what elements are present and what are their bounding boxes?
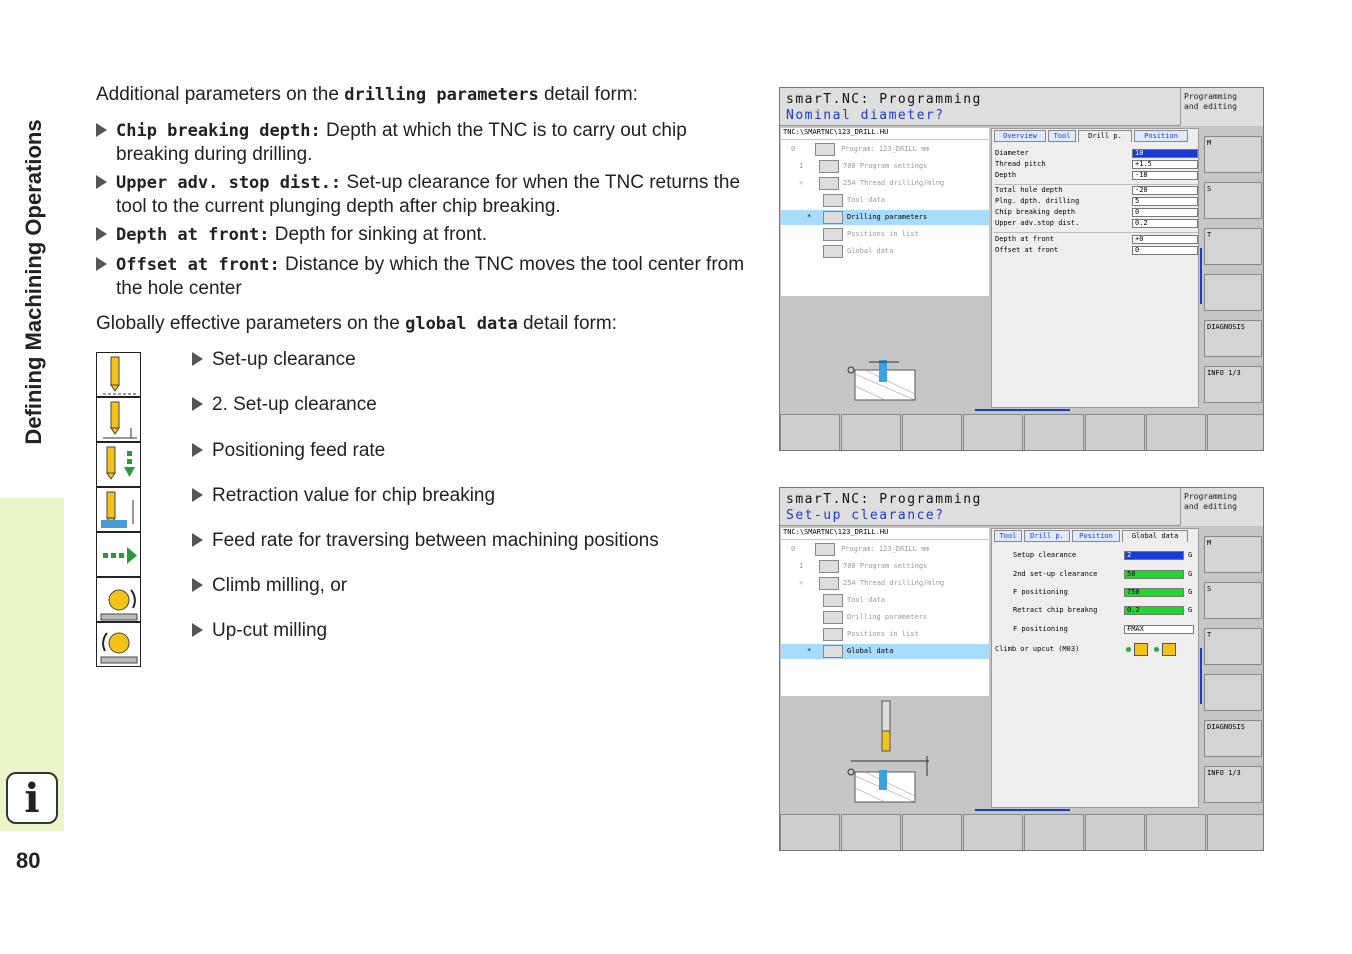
tool-icon [823,194,843,207]
bullet-arrow-icon [96,175,107,189]
screenshot-global-form [779,487,1264,851]
softkey-s[interactable]: S [1204,182,1262,219]
tab-overview[interactable]: Overview [994,130,1046,142]
bullet-upper-adv: Upper adv. stop dist.: Set-up clearance for when the TNC returns the tool to the current plunging depth after chip breaking. [96,171,746,218]
upcut-milling-icon [96,622,141,667]
horizontal-softkeys [780,414,1264,451]
tab-position[interactable]: Position [1134,130,1188,142]
tree-node[interactable]: 0 Program: 123_DRILL mm [781,542,989,557]
upcut-radio[interactable] [1154,647,1159,652]
retraction-chip-break-icon [96,487,141,532]
form-tabs [992,529,1200,542]
field-upper-adv: Upper adv.stop dist. 0.2 [995,219,1199,230]
softkey[interactable] [1146,814,1206,851]
global-item: Set-up clearance [192,348,356,371]
tree-node[interactable]: Tool data [781,593,989,608]
field-depth: Depth -18 [995,171,1199,182]
screen-header [780,488,1180,526]
positioning-feed-icon [96,442,141,487]
second-setup-clearance-icon [96,397,141,442]
softkey-info[interactable]: INFO 1/3 [1204,366,1262,403]
bullet-chip-breaking: Chip breaking depth: Depth at which the TNC is to carry out chip breaking during drilling. [96,119,746,166]
screen-title: smarT.NC: Programming [786,92,982,107]
softkey-m[interactable]: M [1204,136,1262,173]
field-plunge-depth: Plng. dpth. drilling 5 [995,197,1199,208]
field-offset-front: Offset at front 0 [995,246,1199,257]
softkey[interactable] [902,814,962,851]
upcut-milling-icon [1162,643,1176,656]
global-icon-column [96,352,141,667]
page-indicator [975,409,1070,411]
tab-tool[interactable]: Tool [1048,130,1076,142]
depth-front-input[interactable]: +0 [1132,235,1198,244]
file-path: TNC:\SMARTNC\123_DRILL.HU [781,128,989,139]
mode-indicator: Programming and editing [1180,88,1264,126]
tab-drill[interactable]: Drill p. [1024,530,1070,542]
softkey[interactable] [1085,814,1145,851]
global-item: 2. Set-up clearance [192,393,377,416]
softkey[interactable] [780,414,840,451]
form-tabs [992,129,1200,142]
tree-node-active[interactable]: * Drilling parameters [781,210,989,225]
page-number: 80 [16,848,41,873]
global-item: Positioning feed rate [192,439,385,462]
plunge-depth-input[interactable]: 5 [1132,197,1198,206]
softkey-diagnosis[interactable]: DIAGNOSIS [1204,320,1262,357]
softkey[interactable] [963,814,1023,851]
field-diameter: Diameter 10 [995,149,1199,160]
tab-tool[interactable]: Tool [994,530,1022,542]
global-icon [823,245,843,258]
softkey-t[interactable]: T [1204,628,1262,665]
softkey[interactable] [1085,414,1145,451]
bullet-arrow-icon [96,227,107,241]
intro-global: Globally effective parameters on the global data detail form: [96,313,617,334]
drill-param-icon [823,611,843,624]
program-icon [815,543,835,556]
depth-input[interactable]: -18 [1132,171,1198,180]
f-positioning-input[interactable]: 750 [1124,588,1184,597]
softkey-blank[interactable] [1204,674,1262,711]
climb-milling-icon [1134,643,1148,656]
softkey[interactable] [1207,814,1264,851]
file-path: TNC:\SMARTNC\123_DRILL.HU [781,528,989,539]
softkey-s[interactable]: S [1204,582,1262,619]
field-second-setup: 2nd set-up clearance 50 G [1013,570,1193,578]
retract-input[interactable]: 0.2 [1124,606,1184,615]
f-traverse-input[interactable]: FMAX [1124,625,1194,634]
bullet-depth-front: Depth at front: Depth for sinking at front. [96,223,746,247]
global-item: Feed rate for traversing between machining positions [192,529,659,552]
bullet-arrow-icon [96,123,107,137]
horizontal-softkeys [780,814,1264,851]
field-retract: Retract chip breakng 0.2 G [1013,606,1193,614]
climb-radio[interactable] [1126,647,1131,652]
softkey-info[interactable]: INFO 1/3 [1204,766,1262,803]
intro-drilling: Additional parameters on the drilling parameters detail form: [96,84,638,105]
setup-clearance-icon [96,352,141,397]
detail-form [991,528,1199,808]
global-icon [823,645,843,658]
detail-form [991,128,1199,408]
softkey[interactable] [1024,414,1084,451]
softkey[interactable] [780,814,840,851]
field-depth-front: Depth at front +0 [995,235,1199,246]
softkey[interactable] [1207,414,1264,451]
thread-drill-icon [819,577,839,590]
tree-node[interactable]: Positions in list [781,627,989,642]
tree-node[interactable]: Positions in list [781,227,989,242]
field-chip-break: Chip breaking depth 0 [995,208,1199,219]
tree-node[interactable]: 1 700 Program settings [781,159,989,174]
softkey-blank[interactable] [1204,274,1262,311]
vertical-softkeys [1202,128,1264,412]
mode-indicator: Programming and editing [1180,488,1264,526]
global-item: Retraction value for chip breaking [192,484,495,507]
tree-node[interactable]: Tool data [781,193,989,208]
chip-break-input[interactable]: 0 [1132,208,1198,217]
screen-question: Set-up clearance? [786,508,945,523]
upper-adv-input[interactable]: 0.2 [1132,219,1198,228]
bullet-arrow-icon [96,257,107,271]
positions-icon [823,228,843,241]
screen-question: Nominal diameter? [786,108,945,123]
settings-icon [819,560,839,573]
drill-param-icon [823,211,843,224]
softkey[interactable] [1146,414,1206,451]
thread-pitch-input[interactable]: +1.5 [1132,160,1198,169]
tree-node-active[interactable]: * Global data [781,644,989,659]
softkey[interactable] [963,414,1023,451]
field-setup-clearance: Setup clearance 2 G [1013,551,1193,559]
tree-node[interactable]: 0 Program: 123_DRILL mm [781,142,989,157]
help-graphic [781,696,989,810]
softkey[interactable] [1024,814,1084,851]
field-f-positioning: F positioning 750 G [1013,588,1193,596]
tab-drill[interactable]: Drill p. [1078,130,1132,142]
tree-node[interactable]: 1 700 Program settings [781,559,989,574]
field-thread-pitch: Thread pitch +1.5 [995,160,1199,171]
tab-position[interactable]: Position [1072,530,1120,542]
softkey[interactable] [902,414,962,451]
page-indicator [975,809,1070,811]
screenshot-drilling-form [779,87,1264,451]
vertical-softkeys [1202,528,1264,812]
softkey-t[interactable]: T [1204,228,1262,265]
total-depth-input[interactable]: -20 [1132,186,1198,195]
chapter-title: Defining Machining Operations [21,119,46,445]
softkey-m[interactable]: M [1204,536,1262,573]
softkey[interactable] [841,414,901,451]
tree-node[interactable]: Global data [781,244,989,259]
global-item: Climb milling, or [192,574,347,597]
softkey[interactable] [841,814,901,851]
program-icon [815,143,835,156]
global-item: Up-cut milling [192,619,327,642]
diameter-input[interactable]: 10 [1132,149,1198,158]
bullet-offset-front: Offset at front: Distance by which the TNC moves the tool center from the hole center [96,253,746,300]
field-total-depth: Total hole depth -20 [995,186,1199,197]
softkey-diagnosis[interactable]: DIAGNOSIS [1204,720,1262,757]
offset-front-input[interactable]: 0 [1132,246,1198,255]
tree-node[interactable]: + 254 Thread drilling/mlng [781,176,989,191]
thread-drill-icon [819,177,839,190]
field-climb-upcut: Climb or upcut (M03) [995,645,1199,656]
program-tree [781,540,989,696]
second-setup-input[interactable]: 50 [1124,570,1184,579]
tool-icon [823,594,843,607]
setup-clearance-input[interactable]: 2 [1124,551,1184,560]
screen-title: smarT.NC: Programming [786,492,982,507]
tree-node[interactable]: Drilling parameters [781,610,989,625]
field-f-traverse: F positioning FMAX [995,625,1199,636]
help-graphic [781,296,989,410]
screen-header [780,88,1180,126]
settings-icon [819,160,839,173]
tree-node[interactable]: + 254 Thread drilling/mlng [781,576,989,591]
program-tree [781,140,989,296]
info-icon: i [6,772,58,824]
climb-milling-icon [96,577,141,622]
positions-icon [823,628,843,641]
tab-global[interactable]: Global data [1122,530,1188,542]
traverse-feed-icon [96,532,141,577]
